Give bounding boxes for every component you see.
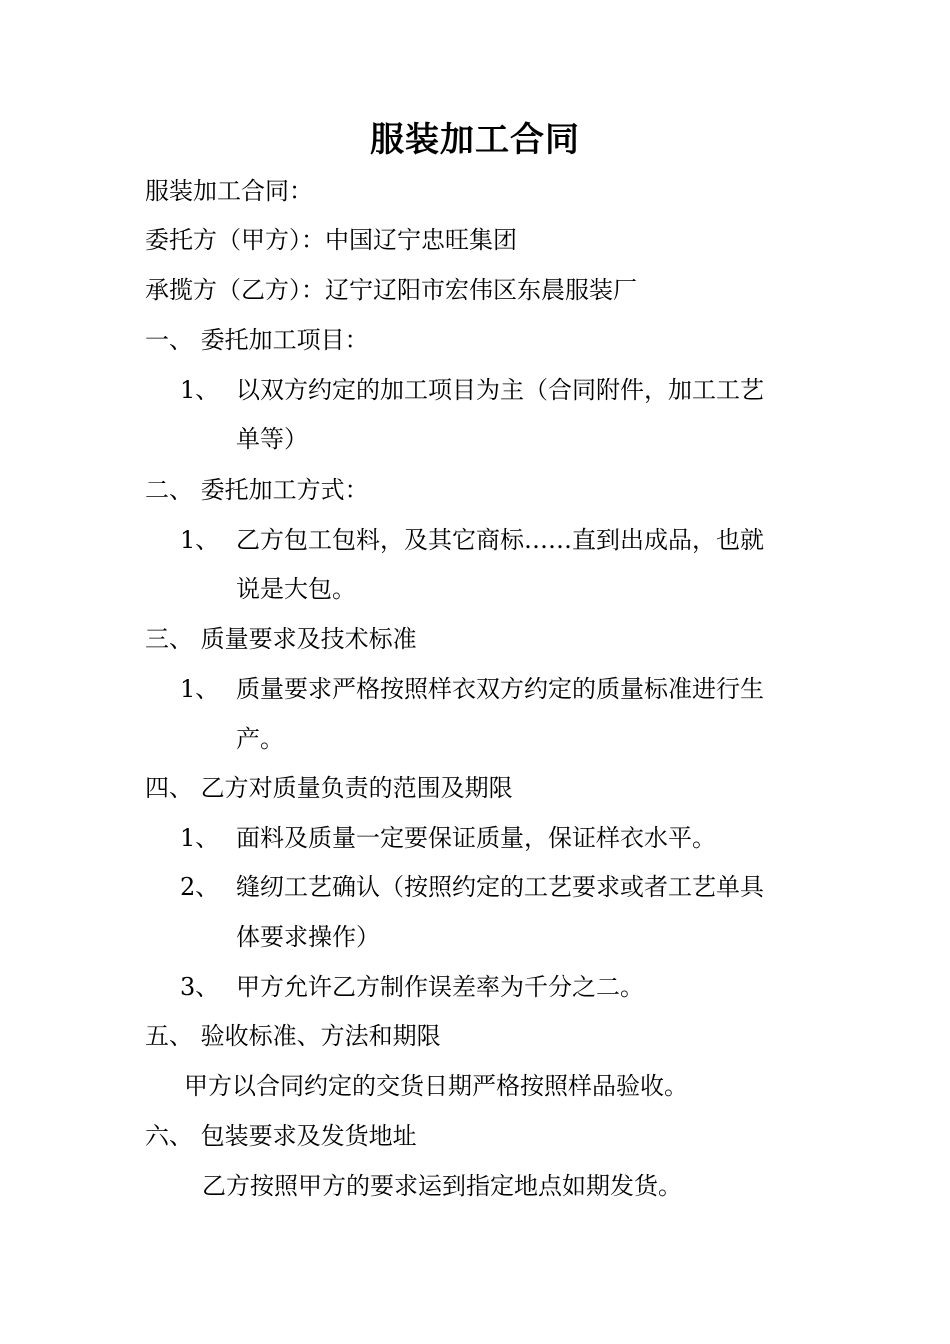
section-4-item-3-number: 3、 <box>180 973 220 1001</box>
section-5-heading: 五、 验收标准、方法和期限 <box>145 1022 441 1050</box>
section-1-item-1-text: 以双方约定的加工项目为主（合同附件，加工工艺 <box>236 376 764 404</box>
section-3-heading: 三、 质量要求及技术标准 <box>145 625 417 653</box>
section-4-item-2-number: 2、 <box>180 873 220 901</box>
section-1-item-1-number: 1、 <box>180 376 220 404</box>
section-2-item-1-text: 乙方包工包料，及其它商标……直到出成品，也就 <box>236 526 764 554</box>
section-3-item-1-number: 1、 <box>180 675 220 703</box>
section-4-item-2-continuation: 体要求操作） <box>236 923 380 951</box>
section-3-item-1-continuation: 产。 <box>236 725 284 753</box>
document-title: 服装加工合同 <box>370 120 580 160</box>
section-4-item-1-number: 1、 <box>180 824 220 852</box>
section-2-heading: 二、 委托加工方式： <box>145 476 369 504</box>
party-b-line: 承揽方（乙方）：辽宁辽阳市宏伟区东晨服装厂 <box>145 276 637 304</box>
section-3-item-1-text: 质量要求严格按照样衣双方约定的质量标准进行生 <box>236 675 764 703</box>
party-a-line: 委托方（甲方）：中国辽宁忠旺集团 <box>145 226 517 254</box>
section-1-item-1-continuation: 单等） <box>236 425 308 453</box>
section-4-heading: 四、 乙方对质量负责的范围及期限 <box>145 774 513 802</box>
section-5-body: 甲方以合同约定的交货日期严格按照样品验收。 <box>184 1072 688 1100</box>
section-4-item-2-text: 缝纫工艺确认（按照约定的工艺要求或者工艺单具 <box>236 873 764 901</box>
section-4-item-3-text: 甲方允许乙方制作误差率为千分之二。 <box>236 973 644 1001</box>
section-1-heading: 一、 委托加工项目： <box>145 326 369 354</box>
section-2-item-1-number: 1、 <box>180 526 220 554</box>
section-2-item-1-continuation: 说是大包。 <box>236 575 356 603</box>
intro-line: 服装加工合同： <box>145 177 313 205</box>
section-6-body: 乙方按照甲方的要求运到指定地点如期发货。 <box>202 1172 682 1200</box>
section-4-item-1-text: 面料及质量一定要保证质量，保证样衣水平。 <box>236 824 716 852</box>
section-6-heading: 六、 包装要求及发货地址 <box>145 1122 417 1150</box>
